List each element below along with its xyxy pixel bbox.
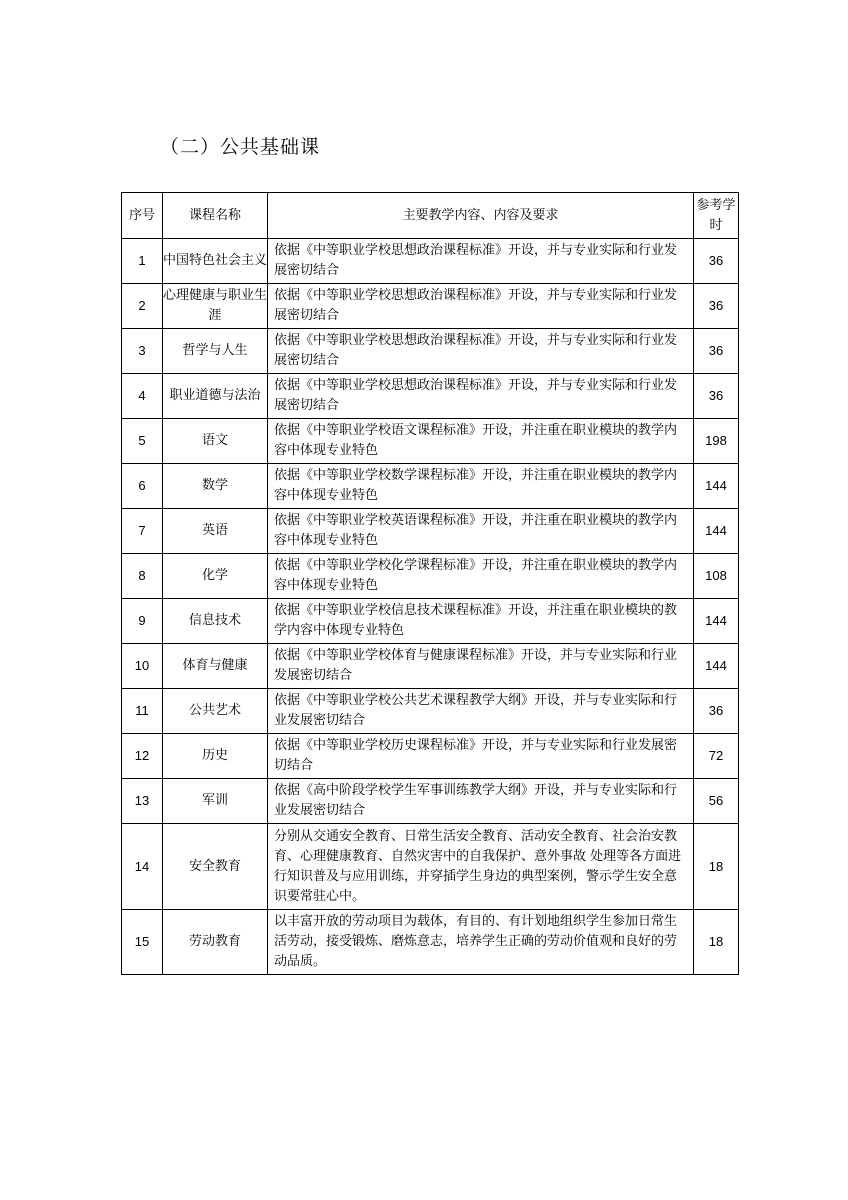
row-name: 公共艺术 bbox=[163, 689, 268, 734]
table-row bbox=[122, 284, 739, 329]
row-hours: 36 bbox=[694, 689, 739, 734]
table-row bbox=[122, 779, 739, 824]
row-name: 英语 bbox=[163, 509, 268, 554]
row-hours: 144 bbox=[694, 509, 739, 554]
table-header-row bbox=[122, 193, 739, 239]
table-row bbox=[122, 329, 739, 374]
row-name: 安全教育 bbox=[163, 824, 268, 910]
row-hours: 36 bbox=[694, 374, 739, 419]
table-row bbox=[122, 374, 739, 419]
row-no: 9 bbox=[122, 599, 163, 644]
table-row bbox=[122, 509, 739, 554]
row-hours: 144 bbox=[694, 599, 739, 644]
row-content: 依据《中等职业学校英语课程标准》开设，并注重在职业模块的教学内容中体现专业特色 bbox=[268, 509, 694, 554]
row-content: 依据《中等职业学校数学课程标准》开设，并注重在职业模块的教学内容中体现专业特色 bbox=[268, 464, 694, 509]
row-hours: 36 bbox=[694, 239, 739, 284]
row-no: 12 bbox=[122, 734, 163, 779]
row-hours: 72 bbox=[694, 734, 739, 779]
row-no: 7 bbox=[122, 509, 163, 554]
row-no: 15 bbox=[122, 910, 163, 975]
header-no: 序号 bbox=[122, 193, 163, 239]
row-name: 军训 bbox=[163, 779, 268, 824]
row-hours: 198 bbox=[694, 419, 739, 464]
row-name: 中国特色社会主义 bbox=[163, 239, 268, 284]
row-no: 4 bbox=[122, 374, 163, 419]
row-no: 6 bbox=[122, 464, 163, 509]
row-name: 哲学与人生 bbox=[163, 329, 268, 374]
table-row bbox=[122, 734, 739, 779]
row-no: 8 bbox=[122, 554, 163, 599]
row-name: 信息技术 bbox=[163, 599, 268, 644]
header-hours: 参考学时 bbox=[694, 193, 739, 239]
course-table bbox=[121, 192, 739, 975]
table-row bbox=[122, 910, 739, 975]
row-content: 以丰富开放的劳动项目为载体，有目的、有计划地组织学生参加日常生活劳动，接受锻炼、磨炼意志，培养学生正确的劳动价值观和良好的劳动品质。 bbox=[268, 910, 694, 975]
table-row bbox=[122, 599, 739, 644]
row-name: 心理健康与职业生涯 bbox=[163, 284, 268, 329]
section-heading: （二）公共基础课 bbox=[160, 136, 321, 158]
row-hours: 36 bbox=[694, 329, 739, 374]
row-no: 14 bbox=[122, 824, 163, 910]
row-no: 2 bbox=[122, 284, 163, 329]
row-no: 10 bbox=[122, 644, 163, 689]
row-name: 职业道德与法治 bbox=[163, 374, 268, 419]
table-row bbox=[122, 419, 739, 464]
row-name: 体育与健康 bbox=[163, 644, 268, 689]
row-no: 1 bbox=[122, 239, 163, 284]
table-row bbox=[122, 644, 739, 689]
row-content: 分别从交通安全教育、日常生活安全教育、活动安全教育、社会治安教育、心理健康教育、自然灾害中的自我保护、意外事故 处理等各方面进行知识普及与应用训练，并穿插学生身边的典型案例，警示学生安全意识要常驻心中。 bbox=[268, 824, 694, 910]
row-hours: 18 bbox=[694, 910, 739, 975]
table-row bbox=[122, 239, 739, 284]
table-row bbox=[122, 464, 739, 509]
table-row bbox=[122, 554, 739, 599]
row-content: 依据《中等职业学校思想政治课程标准》开设，并与专业实际和行业发展密切结合 bbox=[268, 374, 694, 419]
row-no: 13 bbox=[122, 779, 163, 824]
header-content: 主要教学内容、内容及要求 bbox=[268, 193, 694, 239]
row-no: 11 bbox=[122, 689, 163, 734]
header-name: 课程名称 bbox=[163, 193, 268, 239]
row-name: 数学 bbox=[163, 464, 268, 509]
row-content: 依据《中等职业学校历史课程标准》开设，并与专业实际和行业发展密切结合 bbox=[268, 734, 694, 779]
row-hours: 56 bbox=[694, 779, 739, 824]
row-hours: 36 bbox=[694, 284, 739, 329]
row-content: 依据《高中阶段学校学生军事训练教学大纲》开设，并与专业实际和行业发展密切结合 bbox=[268, 779, 694, 824]
row-name: 历史 bbox=[163, 734, 268, 779]
row-no: 5 bbox=[122, 419, 163, 464]
table-row bbox=[122, 689, 739, 734]
row-content: 依据《中等职业学校思想政治课程标准》开设，并与专业实际和行业发展密切结合 bbox=[268, 239, 694, 284]
row-no: 3 bbox=[122, 329, 163, 374]
row-content: 依据《中等职业学校思想政治课程标准》开设，并与专业实际和行业发展密切结合 bbox=[268, 329, 694, 374]
row-name: 劳动教育 bbox=[163, 910, 268, 975]
row-content: 依据《中等职业学校语文课程标准》开设，并注重在职业模块的教学内容中体现专业特色 bbox=[268, 419, 694, 464]
row-content: 依据《中等职业学校体育与健康课程标准》开设，并与专业实际和行业发展密切结合 bbox=[268, 644, 694, 689]
row-content: 依据《中等职业学校公共艺术课程教学大纲》开设，并与专业实际和行业发展密切结合 bbox=[268, 689, 694, 734]
row-hours: 144 bbox=[694, 464, 739, 509]
row-content: 依据《中等职业学校信息技术课程标准》开设，并注重在职业模块的教学内容中体现专业特色 bbox=[268, 599, 694, 644]
table-row bbox=[122, 824, 739, 910]
row-hours: 18 bbox=[694, 824, 739, 910]
row-content: 依据《中等职业学校化学课程标准》开设，并注重在职业模块的教学内容中体现专业特色 bbox=[268, 554, 694, 599]
row-name: 化学 bbox=[163, 554, 268, 599]
row-name: 语文 bbox=[163, 419, 268, 464]
row-hours: 144 bbox=[694, 644, 739, 689]
row-hours: 108 bbox=[694, 554, 739, 599]
row-content: 依据《中等职业学校思想政治课程标准》开设，并与专业实际和行业发展密切结合 bbox=[268, 284, 694, 329]
